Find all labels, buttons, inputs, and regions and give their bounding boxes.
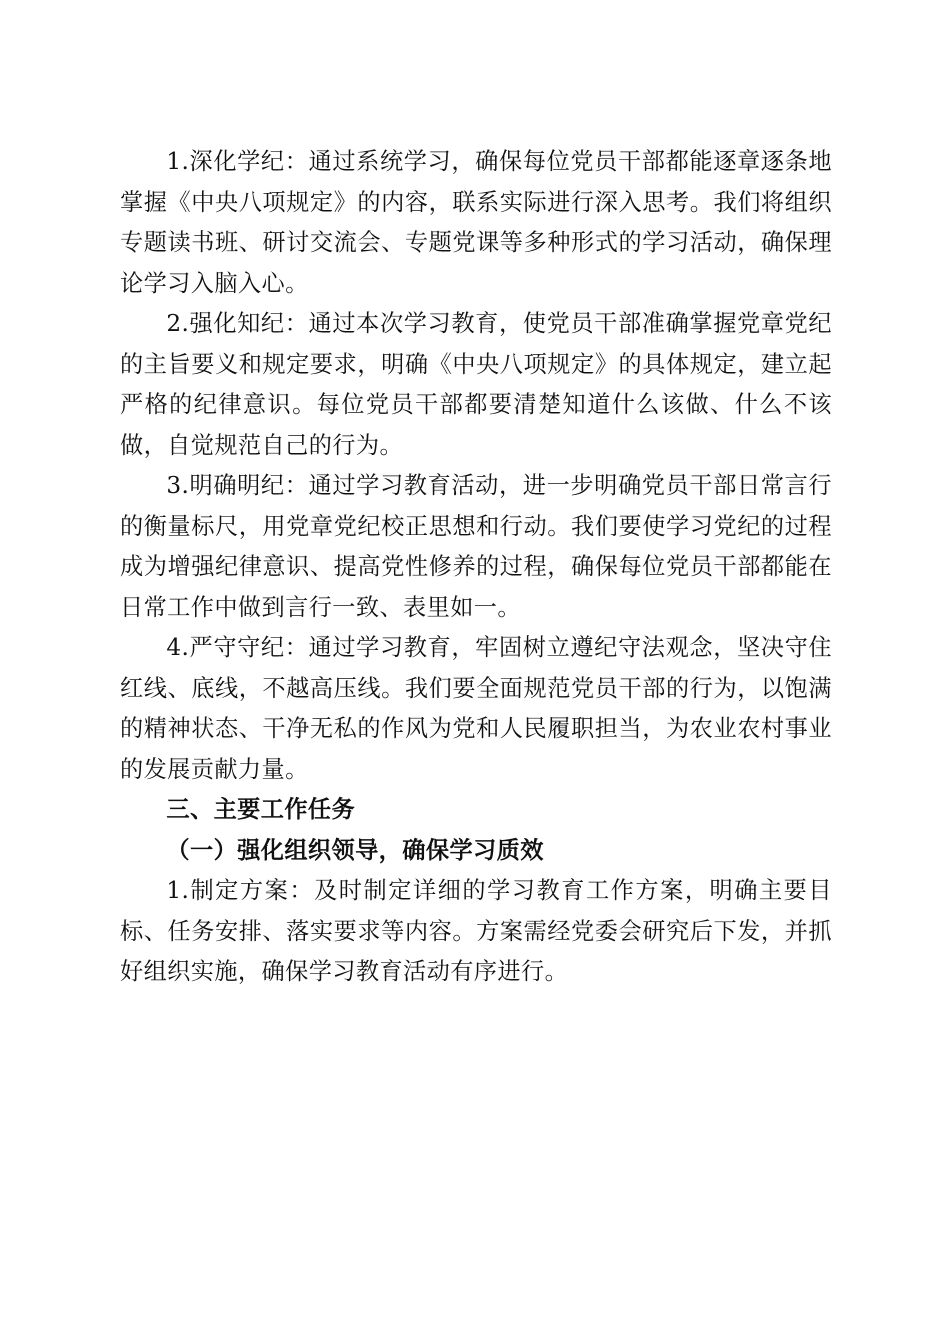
paragraph-observe-discipline: 4.严守守纪：通过学习教育，牢固树立遵纪守法观念，坚决守住红线、底线，不越高压线。我们要全面规范党员干部的行为，以饱满的精神状态、干净无私的作风为党和人民履职担当，为农业农村事业的发展贡献力量。 [120, 634, 832, 783]
paragraph-strengthen-knowing: 2.强化知纪：通过本次学习教育，使党员干部准确掌握党章党纪的主旨要义和规定要求，明确《中央八项规定》的具体规定，建立起严格的纪律意识。每位党员干部都要清楚知道什么该做、什么不该做，自觉规范自己的行为。 [120, 310, 832, 459]
paragraph-deepen-learning: 1.深化学纪：通过系统学习，确保每位党员干部都能逐章逐条地掌握《中央八项规定》的内容，联系实际进行深入思考。我们将组织专题读书班、研讨交流会、专题党课等多种形式的学习活动，确保理论学习入脑入心。 [120, 148, 832, 297]
paragraph-clarify-discipline: 3.明确明纪：通过学习教育活动，进一步明确党员干部日常言行的衡量标尺，用党章党纪校正思想和行动。我们要使学习党纪的过程成为增强纪律意识、提高党性修养的过程，确保每位党员干部都能在日常工作中做到言行一致、表里如一。 [120, 472, 832, 621]
sub-heading: （一）强化组织领导，确保学习质效 [166, 836, 544, 864]
document-body [120, 142, 832, 993]
section-heading: 三、主要工作任务 [166, 796, 356, 823]
paragraph-make-plan: 1.制定方案：及时制定详细的学习教育工作方案，明确主要目标、任务安排、落实要求等内容。方案需经党委会研究后下发，并抓好组织实施，确保学习教育活动有序进行。 [120, 877, 832, 985]
